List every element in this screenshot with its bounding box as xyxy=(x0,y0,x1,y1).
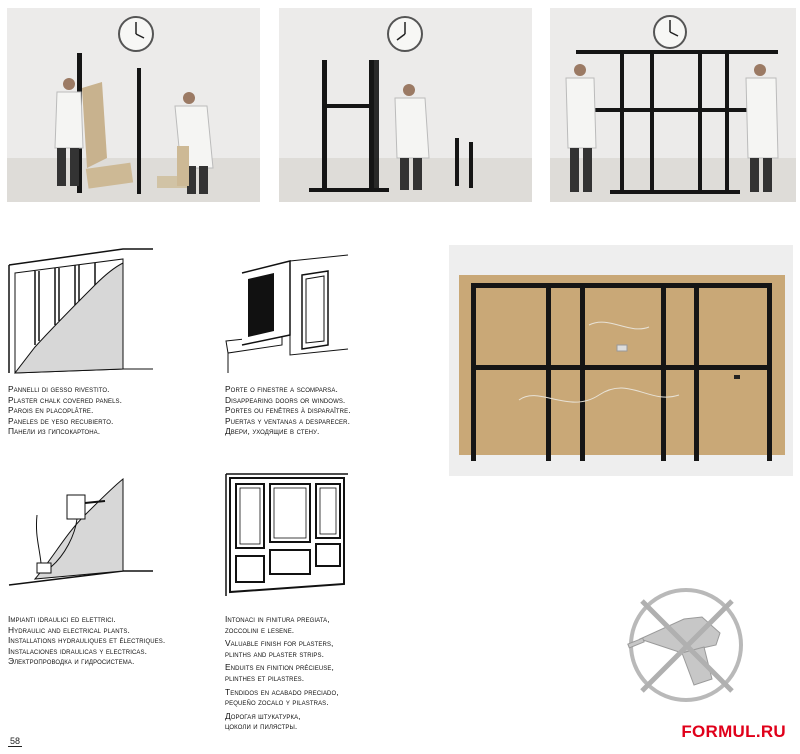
page-number: 58 xyxy=(10,736,21,746)
caption-line-ru-2: цоколи и пилястры. xyxy=(225,721,298,732)
wall-clock-icon xyxy=(654,16,686,48)
caption-line-en: Disappearing doors or windows. xyxy=(225,394,346,405)
brand-watermark[interactable]: FORMUL.RU xyxy=(681,722,786,741)
caption-line-fr: Parois en placoplâtre. xyxy=(8,405,94,416)
illustration-finishes xyxy=(222,470,352,605)
caption-line-ru: Электропроводка и гидросистема. xyxy=(8,656,135,667)
caption-finishes xyxy=(225,614,339,732)
caption-line-en-1: Valuable finish for plasters, xyxy=(225,638,334,649)
caption-line-es: Paneles de yeso recubierto. xyxy=(8,415,114,426)
no-drill-icon xyxy=(620,583,752,708)
caption-line-it: Porte o finestre a scomparsa. xyxy=(225,384,338,394)
caption-line-fr: Portes ou fenêtres à disparaître. xyxy=(225,405,351,416)
caption-line-en-2: plinths and plaster strips. xyxy=(225,648,325,659)
caption-line-fr-1: Enduits en finition précieuse, xyxy=(225,662,334,673)
wall-clock-icon xyxy=(388,17,422,51)
illustration-electrical-plants xyxy=(5,475,155,605)
caption-line-it-1: Intonaci in finitura pregiata, xyxy=(225,614,330,624)
caption-line-fr-2: plinthes et pilastres. xyxy=(225,672,305,683)
photo-installation-step-3 xyxy=(550,8,796,202)
caption-line-fr: Installations hydrauliques et électriques. xyxy=(8,635,166,646)
photo-installation-step-1 xyxy=(7,8,260,202)
caption-sliding-doors xyxy=(225,384,351,437)
caption-line-en: Plaster chalk covered panels. xyxy=(8,394,123,405)
caption-line-en: Hydraulic and electrical plants. xyxy=(8,624,130,635)
caption-plasterboard xyxy=(8,384,122,437)
caption-plants xyxy=(8,614,165,667)
caption-line-ru: Панели из гипсокартона. xyxy=(8,426,101,437)
caption-line-it: Pannelli di gesso rivestito. xyxy=(8,384,110,394)
illustration-plasterboard-wall xyxy=(5,245,155,375)
caption-line-ru-1: Дорогая штукатурка, xyxy=(225,710,301,721)
caption-line-es: Instalaciones idraulicas y electricas. xyxy=(8,645,148,656)
caption-line-es-2: pequeño zocalo y pilastras. xyxy=(225,697,329,708)
caption-line-es-1: Tendidos en acabado preciado, xyxy=(225,686,339,697)
wall-clock-icon xyxy=(119,17,153,51)
caption-line-es: Puertas y ventanas a desparecer. xyxy=(225,415,351,426)
photo-wall-frame-back xyxy=(449,245,793,476)
caption-line-it: Impianti idraulici ed elettrici. xyxy=(8,614,116,624)
caption-line-it-2: zoccolini e lesene. xyxy=(225,624,295,635)
caption-line-ru: Двери, уходящие в стену. xyxy=(225,426,320,437)
photo-installation-step-2 xyxy=(279,8,532,202)
illustration-sliding-doors xyxy=(222,245,352,375)
